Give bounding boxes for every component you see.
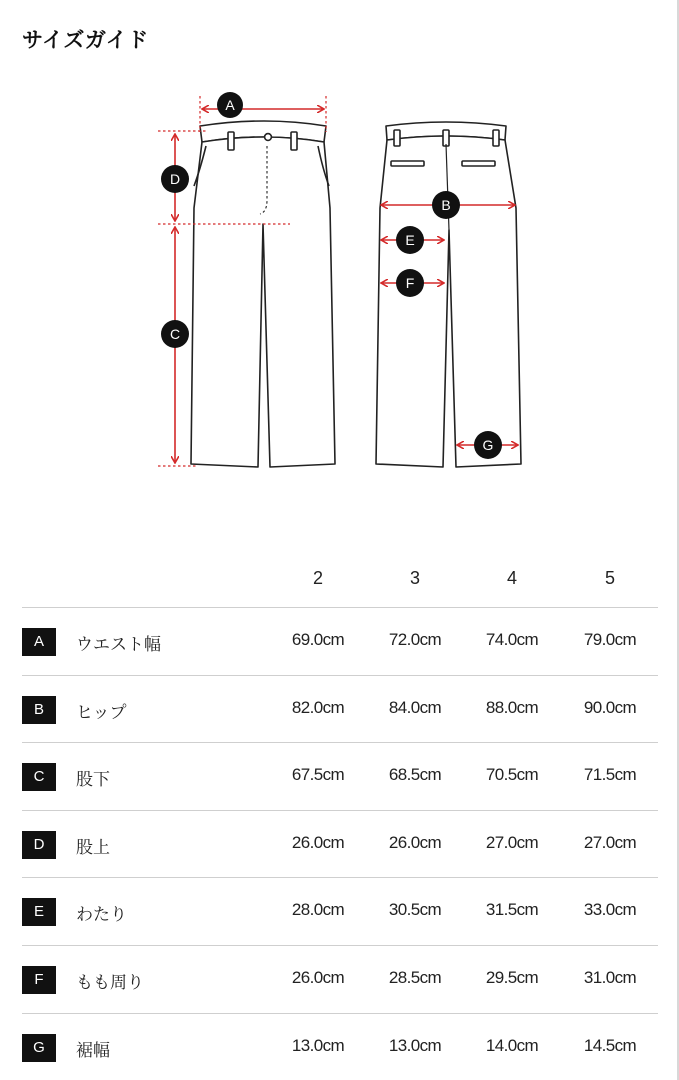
table-row-hem-width bbox=[22, 1014, 658, 1080]
svg-text:C: C bbox=[169, 326, 181, 342]
svg-text:E: E bbox=[405, 232, 415, 248]
value-cell: 14.0cm bbox=[485, 1035, 539, 1055]
size-table bbox=[22, 548, 658, 1080]
value-cell: 84.0cm bbox=[388, 697, 442, 717]
value-cell: 13.0cm bbox=[388, 1035, 442, 1055]
value-cell: 71.5cm bbox=[583, 765, 637, 785]
svg-text:A: A bbox=[225, 97, 235, 113]
table-row-hip bbox=[22, 676, 658, 744]
row-label: もも周り bbox=[76, 972, 144, 993]
marker-e bbox=[396, 226, 424, 254]
table-row-thigh-width bbox=[22, 878, 658, 946]
svg-text:B: B bbox=[441, 197, 451, 213]
value-cell: 31.5cm bbox=[485, 900, 539, 920]
svg-text:F: F bbox=[405, 275, 415, 291]
value-cell: 27.0cm bbox=[485, 832, 539, 852]
row-label: わたり bbox=[76, 905, 127, 926]
table-row-waist bbox=[22, 608, 658, 676]
value-cell: 26.0cm bbox=[291, 967, 345, 987]
size-header-2: 2 bbox=[312, 568, 323, 588]
value-cell: 82.0cm bbox=[291, 697, 345, 717]
marker-a bbox=[217, 92, 243, 118]
svg-text:G: G bbox=[482, 437, 494, 453]
table-row-inseam bbox=[22, 743, 658, 811]
value-cell: 28.5cm bbox=[388, 967, 442, 987]
marker-b bbox=[432, 191, 460, 219]
value-cell: 26.0cm bbox=[388, 832, 442, 852]
row-letter-badge: G bbox=[22, 1034, 56, 1062]
front-pants-illustration bbox=[191, 121, 335, 467]
value-cell: 30.5cm bbox=[388, 900, 442, 920]
value-cell: 68.5cm bbox=[388, 765, 442, 785]
row-label: 股下 bbox=[76, 770, 110, 791]
page-title: サイズガイド bbox=[22, 28, 149, 52]
value-cell: 67.5cm bbox=[291, 765, 345, 785]
row-letter-badge: D bbox=[22, 831, 56, 859]
row-label: ウエスト幅 bbox=[76, 635, 161, 655]
value-cell: 79.0cm bbox=[583, 630, 637, 649]
row-label: 股上 bbox=[76, 837, 110, 858]
pants-measurement-diagram bbox=[150, 88, 530, 480]
row-letter-badge: F bbox=[22, 966, 56, 994]
value-cell: 74.0cm bbox=[485, 630, 539, 649]
value-cell: 88.0cm bbox=[485, 697, 539, 717]
size-header-row bbox=[22, 548, 658, 608]
table-row-thigh-circumference bbox=[22, 946, 658, 1014]
row-letter-badge: A bbox=[22, 628, 56, 656]
size-header-4: 4 bbox=[506, 568, 517, 588]
value-cell: 31.0cm bbox=[583, 967, 637, 987]
value-cell: 27.0cm bbox=[583, 832, 637, 852]
table-row-rise bbox=[22, 811, 658, 879]
row-label: ヒップ bbox=[76, 702, 127, 723]
size-header-5: 5 bbox=[604, 568, 615, 588]
size-header-3: 3 bbox=[409, 568, 420, 588]
value-cell: 14.5cm bbox=[583, 1035, 637, 1055]
marker-g bbox=[474, 431, 502, 459]
row-letter-badge: E bbox=[22, 898, 56, 926]
value-cell: 28.0cm bbox=[291, 900, 345, 920]
value-cell: 26.0cm bbox=[291, 832, 345, 852]
value-cell: 33.0cm bbox=[583, 900, 637, 920]
marker-d bbox=[161, 165, 189, 193]
row-letter-badge: C bbox=[22, 763, 56, 791]
value-cell: 90.0cm bbox=[583, 697, 637, 717]
back-pants-illustration bbox=[376, 122, 521, 467]
value-cell: 13.0cm bbox=[291, 1035, 345, 1055]
value-cell: 69.0cm bbox=[291, 630, 345, 649]
svg-text:D: D bbox=[169, 171, 181, 187]
marker-f bbox=[396, 269, 424, 297]
marker-c bbox=[161, 320, 189, 348]
value-cell: 70.5cm bbox=[485, 765, 539, 785]
value-cell: 29.5cm bbox=[485, 967, 539, 987]
value-cell: 72.0cm bbox=[388, 630, 442, 649]
row-letter-badge: B bbox=[22, 696, 56, 724]
row-label: 裾幅 bbox=[76, 1040, 110, 1061]
